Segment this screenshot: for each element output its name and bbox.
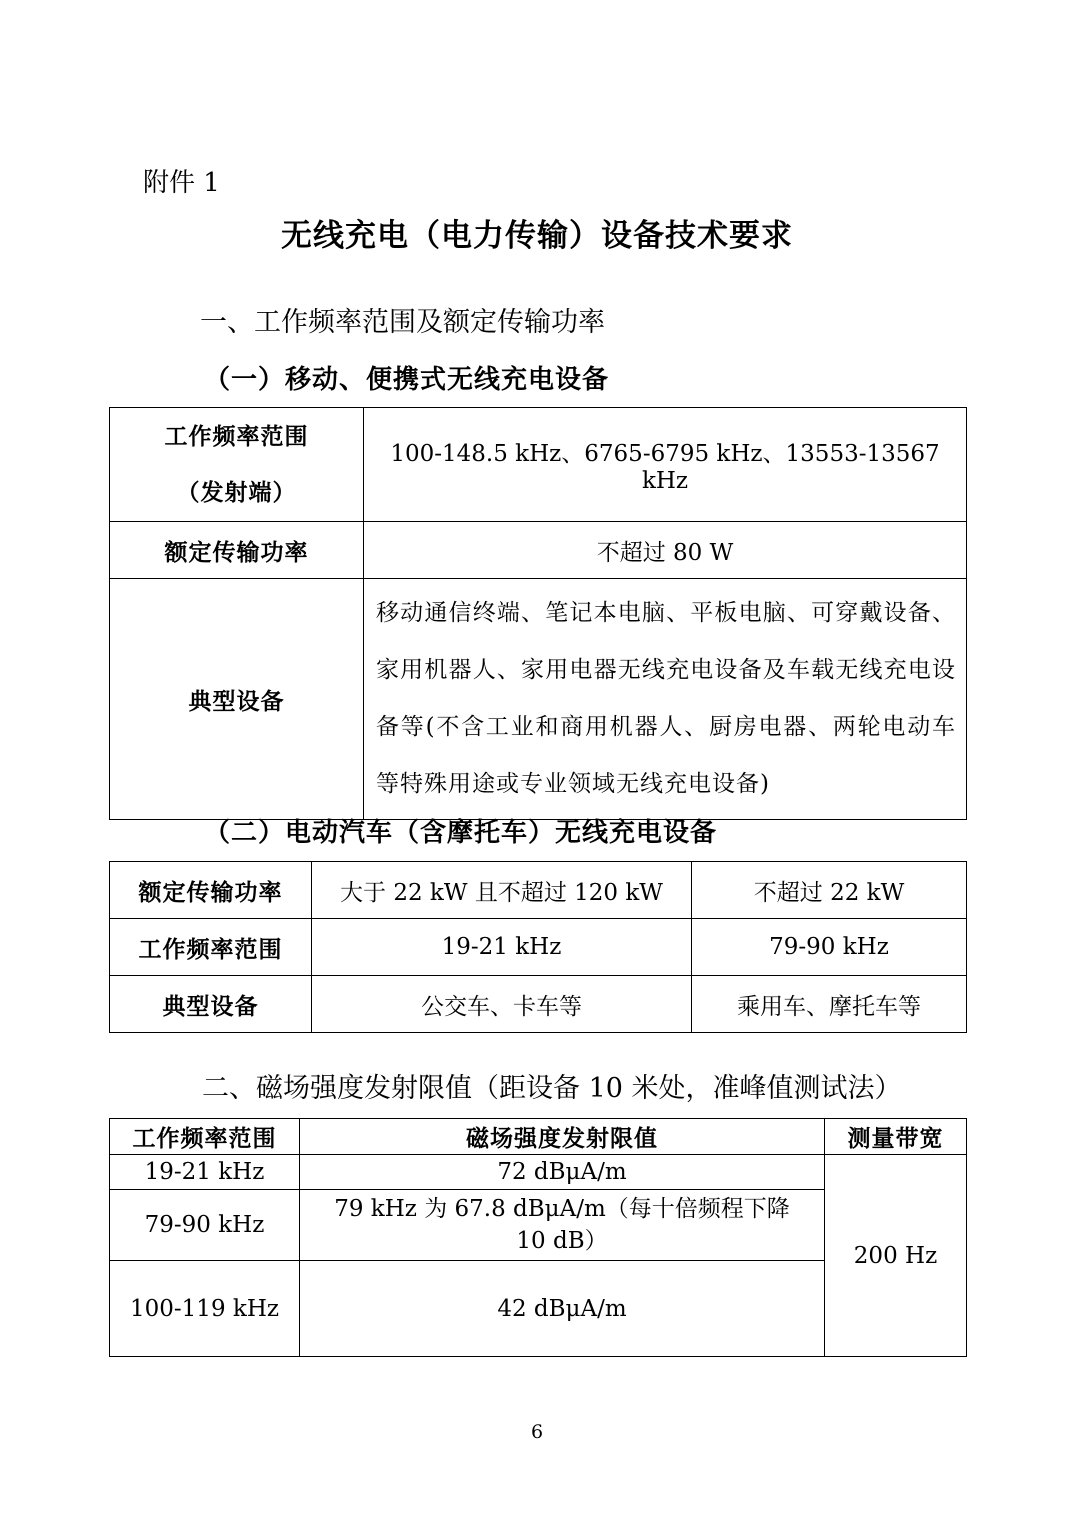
row2-limit-line2: 10 dB）: [516, 1228, 608, 1254]
power-label-cell: 额定传输功率: [110, 522, 364, 579]
section2-heading: 二、磁场强度发射限值（距设备 10 米处，准峰值测试法）: [202, 1073, 902, 1104]
portable-devices-table: [109, 407, 967, 820]
freq-label-cell: [110, 408, 364, 522]
ev-power-label: 额定传输功率: [110, 862, 312, 919]
row3-freq: 100-119 kHz: [110, 1261, 300, 1357]
row2-freq: 79-90 kHz: [110, 1190, 300, 1261]
subsection2-heading: （二）电动汽车（含摩托车）无线充电设备: [204, 818, 718, 848]
row2-limit-line1: 79 kHz 为 67.8 dBμA/m（每十倍频程下降: [334, 1196, 790, 1222]
section1-heading: 一、工作频率范围及额定传输功率: [200, 307, 605, 338]
row3-limit: 42 dBμA/m: [300, 1261, 825, 1357]
ev-freq-low: 79-90 kHz: [692, 919, 967, 976]
row1-limit: 72 dBμA/m: [300, 1155, 825, 1190]
freq-label-line2: （发射端）: [176, 478, 297, 506]
attachment-label: 附件 1: [143, 168, 220, 198]
ev-power-high: 大于 22 kW 且不超过 120 kW: [312, 862, 692, 919]
power-value-cell: 不超过 80 W: [364, 522, 967, 579]
ev-power-low: 不超过 22 kW: [692, 862, 967, 919]
devices-value-cell: 移动通信终端、笔记本电脑、平板电脑、可穿戴设备、家用机器人、家用电器无线充电设备及车载无线充电设备等(不含工业和商用机器人、厨房电器、两轮电动车等特殊用途或专业领域无线充电设备): [364, 579, 967, 820]
ev-freq-high: 19-21 kHz: [312, 919, 692, 976]
devices-label-cell: 典型设备: [110, 579, 364, 820]
ev-devices-low: 乘用车、摩托车等: [692, 976, 967, 1033]
header-freq: 工作频率范围: [110, 1119, 300, 1155]
emission-limits-table: [109, 1118, 967, 1357]
row2-limit: [300, 1190, 825, 1261]
freq-value-cell: 100-148.5 kHz、6765-6795 kHz、13553-13567 kHz: [364, 408, 967, 522]
bandwidth-value: 200 Hz: [825, 1155, 967, 1357]
row1-freq: 19-21 kHz: [110, 1155, 300, 1190]
ev-devices-table: [109, 861, 967, 1033]
header-bandwidth: 测量带宽: [825, 1119, 967, 1155]
subsection1-heading: （一）移动、便携式无线充电设备: [204, 365, 610, 395]
page-number: 6: [530, 1421, 544, 1443]
document-title: 无线充电（电力传输）设备技术要求: [281, 218, 793, 254]
ev-devices-high: 公交车、卡车等: [312, 976, 692, 1033]
freq-label-line1: 工作频率范围: [164, 422, 309, 450]
ev-devices-label: 典型设备: [110, 976, 312, 1033]
ev-freq-label: 工作频率范围: [110, 919, 312, 976]
header-limit: 磁场强度发射限值: [300, 1119, 825, 1155]
